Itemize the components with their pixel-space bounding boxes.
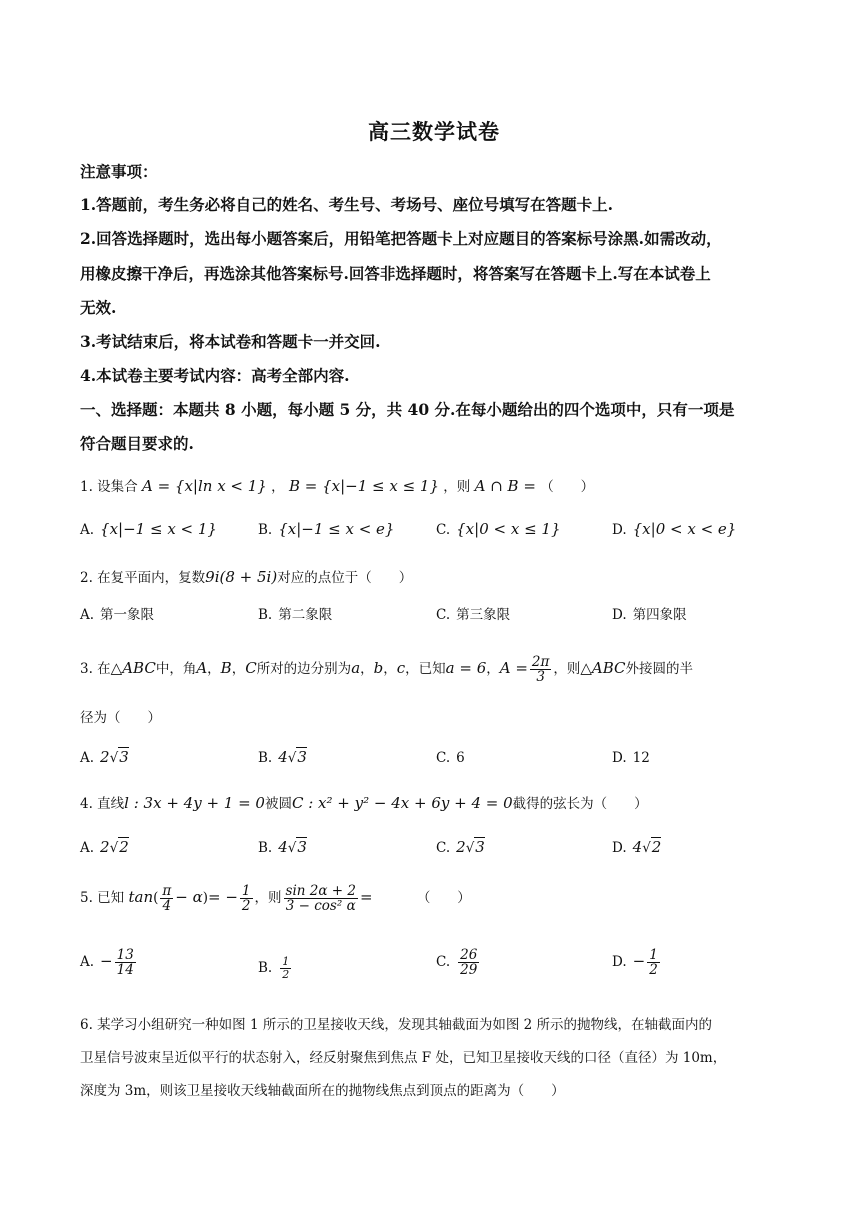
q1-set-b: B = {x|−1 ≤ x ≤ 1} (288, 477, 439, 495)
notice-item-1: 1.答题前，考生务必将自己的姓名、考生号、考场号、座位号填写在答题卡上. (80, 195, 614, 214)
q2-option-a: A. 第一象限 (80, 607, 155, 623)
q3-option-d: D. 12 (612, 750, 650, 766)
notice-item-2-line-1: 2.回答选择题时，选出每小题答案后，用铅笔把答题卡上对应题目的答案标号涂黑.如需改动， (80, 229, 722, 248)
q1-prefix: 1. 设集合 (80, 479, 138, 495)
q4-option-c: C. 2√3 (436, 838, 485, 856)
notice-item-2-line-3: 无效. (80, 298, 117, 317)
q4-option-b: B. 4√3 (258, 838, 307, 856)
notice-item-2-line-2: 用橡皮擦干净后，再选涂其他答案标号.回答非选择题时，将答案写在答题卡上.写在本试卷上 (80, 264, 711, 283)
q2-option-d: D. 第四象限 (612, 607, 687, 623)
q1-option-c: C. {x|0 < x ≤ 1} (436, 520, 561, 538)
section-heading-line-1: 一、选择题：本题共 8 小题，每小题 5 分，共 40 分.在每小题给出的四个选项中，只有一项是 (80, 400, 735, 419)
q2-option-c: C. 第三象限 (436, 607, 511, 623)
page-title: 高三数学试卷 (368, 119, 500, 144)
question-5: 5. 已知 tan( $\frac{\pi}{4}$ − α)= − $\frac{1}{2}$ ，则 $\frac{\sin 2\alpha + 2}{\text{3 − cos² α}}$ = （ ） (80, 883, 471, 915)
notice-item-3: 3.考试结束后，将本试卷和答题卡一并交回. (80, 332, 381, 351)
question-6-line-1: 6. 某学习小组研究一种如图 1 所示的卫星接收天线，发现其轴截面为如图 2 所示的抛物线，在轴截面内的 (80, 1017, 713, 1033)
q2-expr: 9i(8 + 5i) (205, 568, 278, 586)
section-heading-line-2: 符合题目要求的. (80, 434, 194, 453)
q3-option-a: A. 2√3 (80, 748, 129, 766)
question-6-line-2: 卫星信号波束呈近似平行的状态射入，经反射聚焦到焦点 F 处，已知卫星接收天线的口径（直径）为 10m， (80, 1050, 727, 1066)
question-3: 3. 在△ABC中，角A，B，C所对的边分别为a，b，c，已知a = 6，A = $\frac{2\pi}{3}$ ，则△ABC外接圆的半 (80, 654, 694, 686)
q1-then: ，则 (443, 479, 471, 495)
notice-heading: 注意事项： (80, 162, 158, 181)
q5-option-c: C. $\frac{26}{29}$ (436, 947, 478, 979)
q3-option-c: C. 6 (436, 750, 465, 766)
q1-option-a: A. {x|−1 ≤ x < 1} (80, 520, 217, 538)
q5-expression: $\frac{\sin 2\alpha + 2}{\text{3 − cos² α}}$ (285, 883, 356, 915)
question-6-line-3: 深度为 3m，则该卫星接收天线轴截面所在的抛物线焦点到顶点的距离为（ ） (80, 1083, 565, 1099)
question-2: 2. 在复平面内，复数9i(8 + 5i)对应的点位于（ ） (80, 568, 413, 586)
q4-option-d: D. 4√2 (612, 838, 662, 856)
notice-item-4: 4.本试卷主要考试内容：高考全部内容. (80, 366, 350, 385)
q3-angle-fraction: $\frac{2\pi}{3}$ (531, 654, 550, 686)
q1-expr: A ∩ B = (474, 477, 536, 495)
q1-option-d: D. {x|0 < x < e} (612, 520, 737, 538)
q1-option-b: B. {x|−1 ≤ x < e} (258, 520, 395, 538)
question-4: 4. 直线l : 3x + 4y + 1 = 0被圆C : x² + y² − 4x + 6y + 4 = 0截得的弦长为（ ） (80, 794, 648, 812)
q5-option-a: A. − $\frac{13}{14}$ (80, 947, 134, 979)
question-1: 1. 设集合 A = {x|ln x < 1} ， B = {x|−1 ≤ x ≤ 1} ，则 A ∩ B = （ ） (80, 477, 595, 495)
q5-option-b: B. $\frac{1}{2}$ (258, 955, 290, 981)
q4-option-a: A. 2√2 (80, 838, 129, 856)
q2-option-b: B. 第二象限 (258, 607, 333, 623)
q1-paren: （ ） (540, 479, 595, 495)
q5-option-d: D. − $\frac{1}{2}$ (612, 947, 658, 979)
question-3-line-2: 径为（ ） (80, 710, 161, 726)
q3-option-b: B. 4√3 (258, 748, 307, 766)
q1-set-a: A = {x|ln x < 1} (141, 477, 267, 495)
